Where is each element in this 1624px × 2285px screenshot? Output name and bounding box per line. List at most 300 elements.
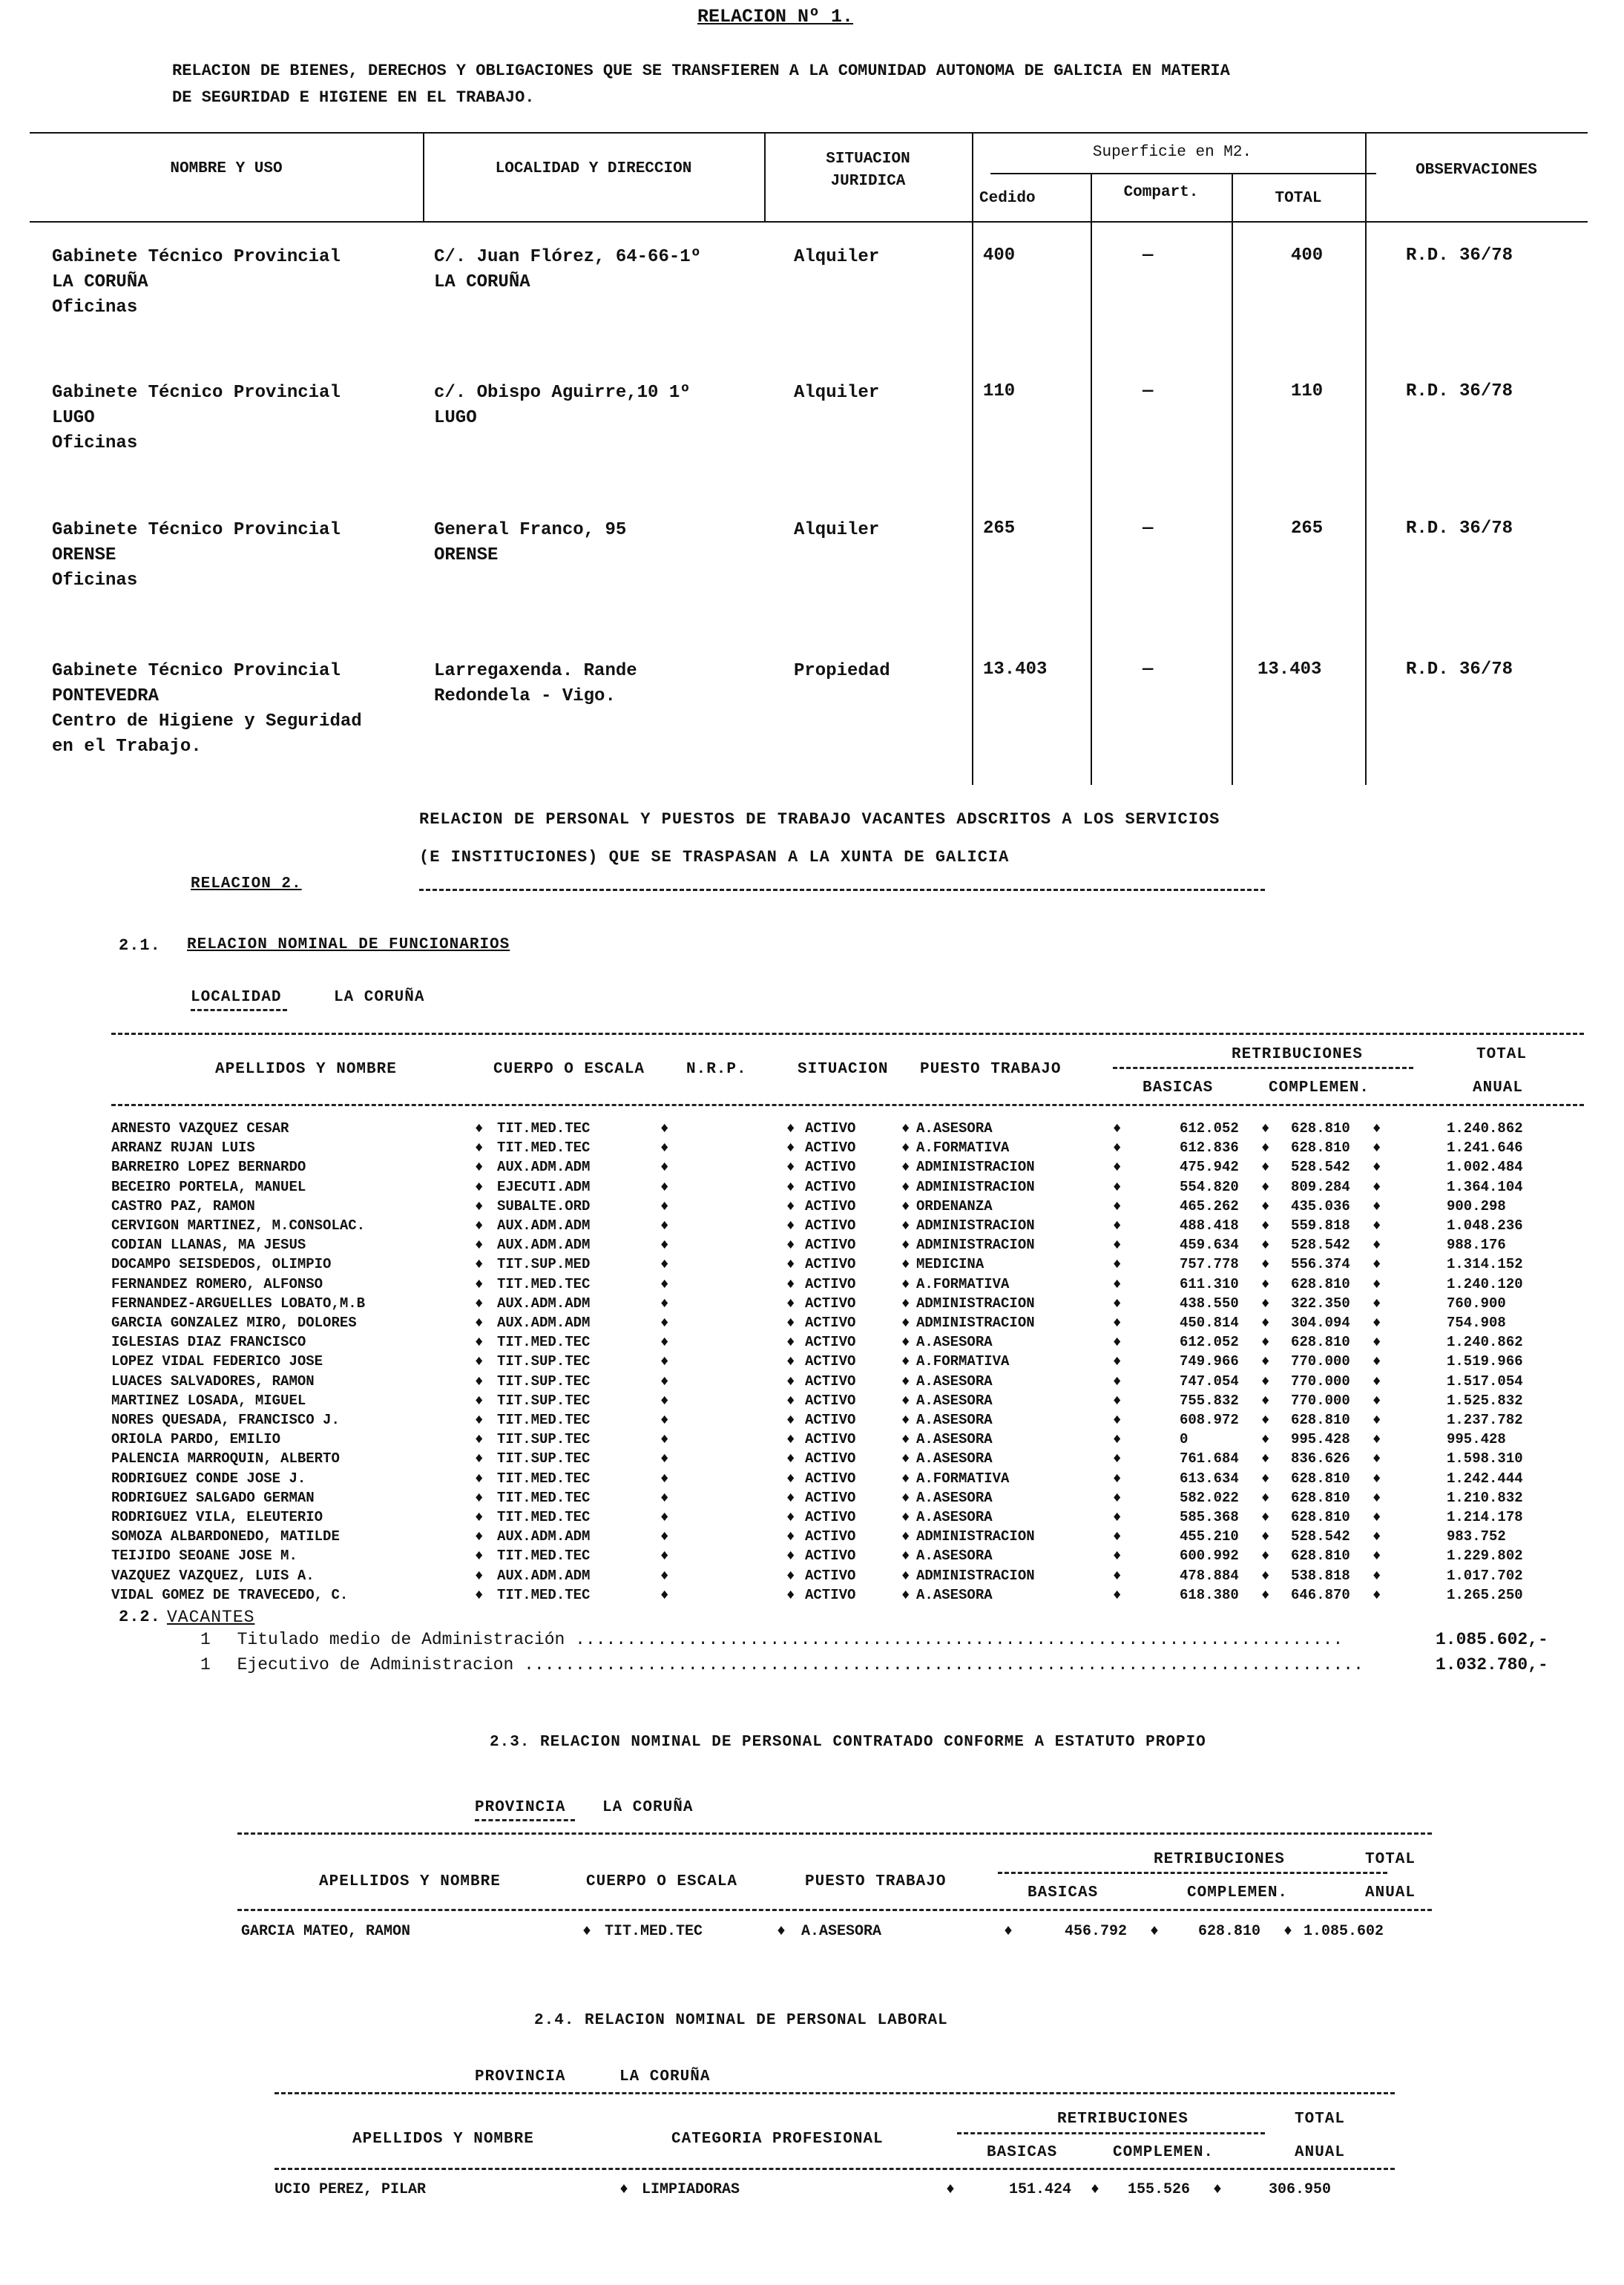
separator-icon: ♦ [660, 1450, 669, 1467]
separator-icon: ♦ [901, 1431, 910, 1448]
emp-cuerpo: TIT.SUP.TEC [497, 1431, 591, 1448]
separator-icon: ♦ [1113, 1450, 1122, 1467]
separator-icon: ♦ [660, 1197, 669, 1214]
separator-icon: ♦ [786, 1450, 795, 1467]
emp-cuerpo: SUBALTE.ORD [497, 1197, 591, 1214]
separator-icon: ♦ [1261, 1470, 1270, 1487]
emp-basicas: 465.262 [1180, 1197, 1239, 1214]
cell-nombre: Gabinete Técnico Provincial PONTEVEDRA Centro de Higiene y Seguridad en el Trabajo. [52, 661, 362, 757]
vacante-row [200, 1630, 1343, 1649]
separator-icon: ♦ [475, 1509, 484, 1525]
s24-province-label: PROVINCIA [475, 2068, 566, 2085]
separator-icon: ♦ [1113, 1159, 1122, 1176]
separator-icon: ♦ [1372, 1256, 1381, 1273]
emp-cuerpo: TIT.SUP.TEC [497, 1372, 591, 1390]
separator-icon: ♦ [1372, 1120, 1381, 1137]
separator-icon: ♦ [786, 1178, 795, 1195]
separator-icon: ♦ [1372, 1528, 1381, 1545]
cell-cedido: 13.403 [983, 660, 1048, 680]
emp-complem: 435.036 [1291, 1197, 1350, 1214]
separator-icon: ♦ [901, 1334, 910, 1351]
emp-cuerpo: AUX.ADM.ADM [497, 1567, 591, 1584]
emp-basicas: 612.052 [1180, 1120, 1239, 1137]
separator-icon: ♦ [1113, 1140, 1122, 1157]
separator-icon: ♦ [1372, 1372, 1381, 1390]
emp-total: 754.908 [1447, 1315, 1506, 1331]
separator-icon: ♦ [901, 1237, 910, 1254]
emp-complem: 559.818 [1291, 1217, 1350, 1234]
separator-icon: ♦ [660, 1217, 669, 1234]
separator-icon: ♦ [1113, 1334, 1122, 1351]
emp-puesto: A.ASESORA [916, 1120, 993, 1137]
emp-basicas: 608.972 [1180, 1412, 1239, 1428]
emp-nombre: NORES QUESADA, FRANCISCO J. [111, 1412, 340, 1428]
separator-icon: ♦ [786, 1392, 795, 1409]
separator-icon: ♦ [660, 1256, 669, 1273]
separator-icon: ♦ [901, 1275, 910, 1292]
s24-nombre: UCIO PEREZ, PILAR [274, 2181, 427, 2198]
separator-icon: ♦ [1261, 1334, 1270, 1351]
separator-icon: ♦ [475, 1548, 484, 1565]
separator-icon: ♦ [475, 1450, 484, 1467]
emp-nombre: BARREIRO LOPEZ BERNARDO [111, 1159, 306, 1176]
separator-icon: ♦ [1372, 1295, 1381, 1312]
separator-icon: ♦ [660, 1470, 669, 1487]
emp-total: 1.265.250 [1447, 1586, 1523, 1603]
emp-complem: 628.810 [1291, 1489, 1350, 1506]
emp-puesto: A.ASESORA [916, 1334, 993, 1351]
separator-icon: ♦ [475, 1237, 484, 1254]
separator-icon: ♦ [786, 1412, 795, 1428]
separator-icon: ♦ [1113, 1120, 1122, 1137]
header-compart: Compart. [1123, 184, 1199, 201]
emp-basicas: 611.310 [1180, 1275, 1239, 1292]
separator-icon: ♦ [660, 1489, 669, 1506]
emp-complem: 628.810 [1291, 1509, 1350, 1525]
emp-puesto: A.FORMATIVA [916, 1470, 1010, 1487]
cell-total: 400 [1291, 246, 1324, 266]
separator-icon: ♦ [786, 1567, 795, 1584]
separator-icon: ♦ [901, 1159, 910, 1176]
separator-icon: ♦ [1261, 1217, 1270, 1234]
emp-total: 900.298 [1447, 1197, 1506, 1214]
cell-situacion: Alquiler [794, 520, 880, 540]
separator-icon: ♦ [1113, 1353, 1122, 1370]
emp-header-total: TOTAL [1476, 1046, 1528, 1063]
emp-puesto: ADMINISTRACION [916, 1217, 1035, 1234]
cell-compart: — [1143, 381, 1154, 401]
emp-situacion: ACTIVO [805, 1295, 856, 1312]
emp-puesto: MEDICINA [916, 1256, 984, 1273]
separator-icon: ♦ [475, 1586, 484, 1603]
emp-nombre: ORIOLA PARDO, EMILIO [111, 1431, 281, 1448]
emp-situacion: ACTIVO [805, 1315, 856, 1331]
separator-icon: ♦ [475, 1315, 484, 1331]
rel2-heading-line1: RELACION DE PERSONAL Y PUESTOS DE TRABAJO VACANTES ADSCRITOS A LOS SERVICIOS [419, 810, 1220, 829]
separator-icon: ♦ [786, 1548, 795, 1565]
emp-situacion: ACTIVO [805, 1237, 856, 1254]
rel2-label: RELACION 2. [191, 875, 302, 892]
separator-icon: ♦ [1113, 1509, 1122, 1525]
emp-puesto: A.ASESORA [916, 1489, 993, 1506]
separator-icon: ♦ [786, 1431, 795, 1448]
cell-situacion: Alquiler [794, 383, 880, 403]
s24-header-anual: ANUAL [1295, 2144, 1346, 2161]
emp-nombre: RODRIGUEZ SALGADO GERMAN [111, 1489, 315, 1506]
header-cedido: Cedido [979, 190, 1036, 207]
separator-icon: ♦ [660, 1567, 669, 1584]
separator-icon: ♦ [1372, 1275, 1381, 1292]
emp-puesto: A.ASESORA [916, 1586, 993, 1603]
vacante-label: Ejecutivo de Administracion .................................................................................. [237, 1655, 1364, 1674]
separator-icon: ♦ [1113, 1295, 1122, 1312]
emp-basicas: 747.054 [1180, 1372, 1239, 1390]
separator-icon: ♦ [1113, 1197, 1122, 1214]
s23-header-complem: COMPLEMEN. [1187, 1884, 1289, 1901]
separator-icon: ♦ [475, 1334, 484, 1351]
s23-header-nombre: APELLIDOS Y NOMBRE [319, 1873, 501, 1890]
separator-icon: ♦ [1261, 1528, 1270, 1545]
separator-icon: ♦ [660, 1431, 669, 1448]
emp-nombre: VAZQUEZ VAZQUEZ, LUIS A. [111, 1567, 315, 1584]
separator-icon: ♦ [475, 1140, 484, 1157]
separator-icon: ♦ [786, 1334, 795, 1351]
emp-total: 1.525.832 [1447, 1392, 1523, 1409]
emp-basicas: 478.884 [1180, 1567, 1239, 1584]
separator-icon: ♦ [1372, 1159, 1381, 1176]
separator-icon: ♦ [475, 1295, 484, 1312]
cell-cedido: 265 [983, 519, 1016, 539]
emp-situacion: ACTIVO [805, 1548, 856, 1565]
emp-complem: 995.428 [1291, 1431, 1350, 1448]
emp-puesto: ADMINISTRACION [916, 1237, 1035, 1254]
emp-puesto: A.FORMATIVA [916, 1275, 1010, 1292]
emp-puesto: ADMINISTRACION [916, 1315, 1035, 1331]
cell-nombre: Gabinete Técnico Provincial LA CORUÑA Oficinas [52, 247, 341, 318]
separator-icon: ♦ [1113, 1315, 1122, 1331]
emp-situacion: ACTIVO [805, 1140, 856, 1157]
separator-icon: ♦ [901, 1509, 910, 1525]
separator-icon: ♦ [1372, 1586, 1381, 1603]
emp-complem: 628.810 [1291, 1140, 1350, 1157]
emp-situacion: ACTIVO [805, 1450, 856, 1467]
emp-situacion: ACTIVO [805, 1353, 856, 1370]
s23-complem: 628.810 [1198, 1923, 1261, 1940]
separator-icon: ♦ [786, 1295, 795, 1312]
emp-situacion: ACTIVO [805, 1392, 856, 1409]
s23-header-basicas: BASICAS [1028, 1884, 1099, 1901]
emp-cuerpo: TIT.SUP.TEC [497, 1353, 591, 1370]
separator-icon: ♦ [1261, 1275, 1270, 1292]
cell-compart: — [1143, 519, 1154, 539]
emp-basicas: 459.634 [1180, 1237, 1239, 1254]
s23-puesto: A.ASESORA [801, 1923, 882, 1940]
emp-cuerpo: TIT.MED.TEC [497, 1120, 591, 1137]
vacante-amount: 1.032.780,- [1436, 1655, 1548, 1674]
emp-total: 760.900 [1447, 1295, 1506, 1312]
emp-puesto: ADMINISTRACION [916, 1178, 1035, 1195]
cell-total: 110 [1291, 381, 1324, 401]
cell-compart: — [1143, 660, 1154, 680]
emp-nombre: MARTINEZ LOSADA, MIGUEL [111, 1392, 306, 1409]
emp-cuerpo: TIT.MED.TEC [497, 1334, 591, 1351]
s24-header-categoria: CATEGORIA PROFESIONAL [671, 2131, 884, 2148]
emp-total: 1.210.832 [1447, 1489, 1523, 1506]
header-superficie: Superficie en M2. [1092, 144, 1252, 161]
emp-puesto: ADMINISTRACION [916, 1567, 1035, 1584]
separator-icon: ♦ [1372, 1217, 1381, 1234]
emp-cuerpo: TIT.MED.TEC [497, 1509, 591, 1525]
emp-basicas: 450.814 [1180, 1315, 1239, 1331]
separator-icon: ♦ [475, 1197, 484, 1214]
separator-icon: ♦ [901, 1412, 910, 1428]
separator-icon: ♦ [475, 1528, 484, 1545]
header-total: TOTAL [1275, 190, 1322, 207]
s23-table-row: GARCIA MATEO, RAMON ♦ TIT.MED.TEC ♦ A.ASESORA ♦ 456.792 ♦ 628.810 ♦ 1.085.602 [241, 1923, 1384, 1940]
cell-obs: R.D. 36/78 [1406, 246, 1513, 266]
cell-localidad: C/. Juan Flórez, 64-66-1º LA CORUÑA [434, 247, 702, 292]
separator-icon: ♦ [475, 1120, 484, 1137]
separator-icon: ♦ [901, 1450, 910, 1467]
separator-icon: ♦ [1372, 1334, 1381, 1351]
separator-icon: ♦ [475, 1392, 484, 1409]
emp-basicas: 612.836 [1180, 1140, 1239, 1157]
separator-icon: ♦ [1372, 1450, 1381, 1467]
separator-icon: ♦ [1261, 1412, 1270, 1428]
emp-total: 1.598.310 [1447, 1450, 1523, 1467]
s23-province-value: LA CORUÑA [602, 1799, 694, 1816]
emp-situacion: ACTIVO [805, 1586, 856, 1603]
vacante-label: Titulado medio de Administración ........................................................................... [237, 1630, 1344, 1649]
s24-header-complem: COMPLEMEN. [1113, 2144, 1214, 2161]
separator-icon: ♦ [1261, 1140, 1270, 1157]
separator-icon: ♦ [1261, 1450, 1270, 1467]
emp-complem: 556.374 [1291, 1256, 1350, 1273]
s23-basicas: 456.792 [1065, 1923, 1128, 1940]
header-nombre: NOMBRE Y USO [170, 160, 283, 177]
separator-icon: ♦ [901, 1528, 910, 1545]
intro-line-1: RELACION DE BIENES, DERECHOS Y OBLIGACIONES QUE SE TRANSFIEREN A LA COMUNIDAD AUTONOMA DE GALICIA EN MATERIA [172, 62, 1230, 80]
emp-total: 1.017.702 [1447, 1567, 1523, 1584]
emp-basicas: 582.022 [1180, 1489, 1239, 1506]
emp-situacion: ACTIVO [805, 1178, 856, 1195]
emp-puesto: A.ASESORA [916, 1509, 993, 1525]
emp-puesto: ADMINISTRACION [916, 1295, 1035, 1312]
s24-header-retrib: RETRIBUCIONES [1057, 2111, 1189, 2128]
emp-situacion: ACTIVO [805, 1567, 856, 1584]
document-title: RELACION Nº 1. [697, 6, 854, 27]
emp-cuerpo: TIT.MED.TEC [497, 1412, 591, 1428]
emp-total: 1.237.782 [1447, 1412, 1523, 1428]
emp-complem: 528.542 [1291, 1159, 1350, 1176]
emp-total: 1.002.484 [1447, 1159, 1523, 1176]
emp-situacion: ACTIVO [805, 1412, 856, 1428]
cell-nombre: Gabinete Técnico Provincial LUGO Oficinas [52, 383, 341, 453]
emp-nombre: CASTRO PAZ, RAMON [111, 1197, 255, 1214]
emp-cuerpo: TIT.MED.TEC [497, 1470, 591, 1487]
s23-cuerpo: TIT.MED.TEC [605, 1923, 703, 1940]
emp-total: 1.240.862 [1447, 1334, 1523, 1351]
separator-icon: ♦ [1372, 1353, 1381, 1370]
cell-localidad: c/. Obispo Aguirre,10 1º LUGO [434, 383, 691, 428]
emp-puesto: A.ASESORA [916, 1548, 993, 1565]
separator-icon: ♦ [1372, 1567, 1381, 1584]
cell-obs: R.D. 36/78 [1406, 660, 1513, 680]
localidad-value: LA CORUÑA [334, 989, 425, 1006]
emp-basicas: 554.820 [1180, 1178, 1239, 1195]
separator-icon: ♦ [1113, 1237, 1122, 1254]
emp-total: 1.048.236 [1447, 1217, 1523, 1234]
emp-nombre: VIDAL GOMEZ DE TRAVECEDO, C. [111, 1586, 349, 1603]
s24-categoria: LIMPIADORAS [642, 2181, 740, 2198]
emp-header-situacion: SITUACION [798, 1061, 889, 1078]
separator-icon: ♦ [475, 1567, 484, 1584]
separator-icon: ♦ [786, 1275, 795, 1292]
emp-puesto: ADMINISTRACION [916, 1528, 1035, 1545]
separator-icon: ♦ [1113, 1431, 1122, 1448]
separator-icon: ♦ [660, 1237, 669, 1254]
emp-situacion: ACTIVO [805, 1372, 856, 1390]
emp-cuerpo: AUX.ADM.ADM [497, 1315, 591, 1331]
separator-icon: ♦ [1113, 1548, 1122, 1565]
localidad-label: LOCALIDAD [191, 989, 282, 1006]
emp-cuerpo: TIT.SUP.MED [497, 1256, 591, 1273]
separator-icon: ♦ [1113, 1256, 1122, 1273]
emp-puesto: A.ASESORA [916, 1392, 993, 1409]
separator-icon: ♦ [901, 1256, 910, 1273]
emp-basicas: 488.418 [1180, 1217, 1239, 1234]
emp-header-anual: ANUAL [1473, 1079, 1524, 1097]
vacante-count: 1 [200, 1630, 211, 1649]
emp-total: 988.176 [1447, 1237, 1506, 1254]
separator-icon: ♦ [660, 1140, 669, 1157]
emp-nombre: IGLESIAS DIAZ FRANCISCO [111, 1334, 306, 1351]
separator-icon: ♦ [1372, 1197, 1381, 1214]
emp-nombre: SOMOZA ALBARDONEDO, MATILDE [111, 1528, 340, 1545]
emp-nombre: RODRIGUEZ VILA, ELEUTERIO [111, 1509, 323, 1525]
emp-situacion: ACTIVO [805, 1256, 856, 1273]
emp-basicas: 455.210 [1180, 1528, 1239, 1545]
separator-icon: ♦ [786, 1315, 795, 1331]
emp-complem: 528.542 [1291, 1528, 1350, 1545]
separator-icon: ♦ [1261, 1353, 1270, 1370]
separator-icon: ♦ [786, 1470, 795, 1487]
separator-icon: ♦ [901, 1489, 910, 1506]
separator-icon: ♦ [475, 1431, 484, 1448]
separator-icon: ♦ [1261, 1509, 1270, 1525]
separator-icon: ♦ [901, 1140, 910, 1157]
separator-icon: ♦ [475, 1159, 484, 1176]
separator-icon: ♦ [660, 1586, 669, 1603]
emp-complem: 528.542 [1291, 1237, 1350, 1254]
separator-icon: ♦ [786, 1159, 795, 1176]
separator-icon: ♦ [1113, 1586, 1122, 1603]
s24-table-row: UCIO PEREZ, PILAR ♦ LIMPIADORAS ♦ 151.424 ♦ 155.526 ♦ 306.950 [274, 2181, 1332, 2198]
emp-complem: 628.810 [1291, 1275, 1350, 1292]
cell-situacion: Propiedad [794, 661, 890, 681]
emp-cuerpo: AUX.ADM.ADM [497, 1528, 591, 1545]
emp-total: 1.214.178 [1447, 1509, 1523, 1525]
separator-icon: ♦ [660, 1412, 669, 1428]
emp-basicas: 749.966 [1180, 1353, 1239, 1370]
s23-title: 2.3. RELACION NOMINAL DE PERSONAL CONTRATADO CONFORME A ESTATUTO PROPIO [490, 1734, 1206, 1751]
emp-cuerpo: TIT.MED.TEC [497, 1548, 591, 1565]
s23-province-label: PROVINCIA [475, 1799, 566, 1816]
emp-nombre: FERNANDEZ ROMERO, ALFONSO [111, 1275, 323, 1292]
separator-icon: ♦ [901, 1548, 910, 1565]
emp-cuerpo: TIT.MED.TEC [497, 1140, 591, 1157]
emp-situacion: ACTIVO [805, 1217, 856, 1234]
separator-icon: ♦ [1113, 1178, 1122, 1195]
s24-header-nombre: APELLIDOS Y NOMBRE [352, 2131, 534, 2148]
header-observaciones: OBSERVACIONES [1416, 162, 1537, 179]
cell-cedido: 110 [983, 381, 1016, 401]
s21-title: RELACION NOMINAL DE FUNCIONARIOS [187, 936, 510, 953]
separator-icon: ♦ [786, 1217, 795, 1234]
separator-icon: ♦ [1261, 1548, 1270, 1565]
separator-icon: ♦ [475, 1178, 484, 1195]
separator-icon: ♦ [901, 1372, 910, 1390]
emp-complem: 770.000 [1291, 1392, 1350, 1409]
emp-header-retrib: RETRIBUCIONES [1232, 1046, 1363, 1063]
emp-basicas: 438.550 [1180, 1295, 1239, 1312]
s24-header-total: TOTAL [1295, 2111, 1346, 2128]
emp-cuerpo: AUX.ADM.ADM [497, 1295, 591, 1312]
separator-icon: ♦ [1372, 1470, 1381, 1487]
separator-icon: ♦ [786, 1353, 795, 1370]
separator-icon: ♦ [786, 1237, 795, 1254]
separator-icon: ♦ [660, 1275, 669, 1292]
separator-icon: ♦ [901, 1120, 910, 1137]
separator-icon: ♦ [786, 1528, 795, 1545]
intro-line-2: DE SEGURIDAD E HIGIENE EN EL TRABAJO. [172, 88, 535, 107]
s23-header-puesto: PUESTO TRABAJO [805, 1873, 947, 1890]
separator-icon: ♦ [1372, 1412, 1381, 1428]
separator-icon: ♦ [1261, 1431, 1270, 1448]
emp-situacion: ACTIVO [805, 1470, 856, 1487]
separator-icon: ♦ [1261, 1586, 1270, 1603]
emp-cuerpo: TIT.SUP.TEC [497, 1450, 591, 1467]
emp-total: 1.242.444 [1447, 1470, 1523, 1487]
emp-basicas: 613.634 [1180, 1470, 1239, 1487]
vacante-row [200, 1655, 1364, 1674]
separator-icon: ♦ [901, 1217, 910, 1234]
separator-icon: ♦ [660, 1372, 669, 1390]
emp-header-basicas: BASICAS [1143, 1079, 1214, 1097]
separator-icon: ♦ [475, 1470, 484, 1487]
emp-header-nombre: APELLIDOS Y NOMBRE [215, 1061, 397, 1078]
emp-cuerpo: TIT.MED.TEC [497, 1586, 591, 1603]
emp-total: 1.240.120 [1447, 1275, 1523, 1292]
separator-icon: ♦ [1261, 1178, 1270, 1195]
emp-complem: 628.810 [1291, 1120, 1350, 1137]
separator-icon: ♦ [901, 1392, 910, 1409]
separator-icon: ♦ [901, 1197, 910, 1214]
emp-cuerpo: EJECUTI.ADM [497, 1178, 591, 1195]
s24-basicas: 151.424 [1009, 2181, 1072, 2198]
emp-puesto: ADMINISTRACION [916, 1159, 1035, 1176]
separator-icon: ♦ [786, 1509, 795, 1525]
emp-complem: 304.094 [1291, 1315, 1350, 1331]
emp-total: 1.519.966 [1447, 1353, 1523, 1370]
emp-nombre: CERVIGON MARTINEZ, M.CONSOLAC. [111, 1217, 366, 1234]
emp-header-cuerpo: CUERPO O ESCALA [493, 1061, 645, 1078]
separator-icon: ♦ [660, 1295, 669, 1312]
separator-icon: ♦ [786, 1489, 795, 1506]
emp-complem: 538.818 [1291, 1567, 1350, 1584]
separator-icon: ♦ [660, 1353, 669, 1370]
emp-nombre: LUACES SALVADORES, RAMON [111, 1372, 315, 1390]
